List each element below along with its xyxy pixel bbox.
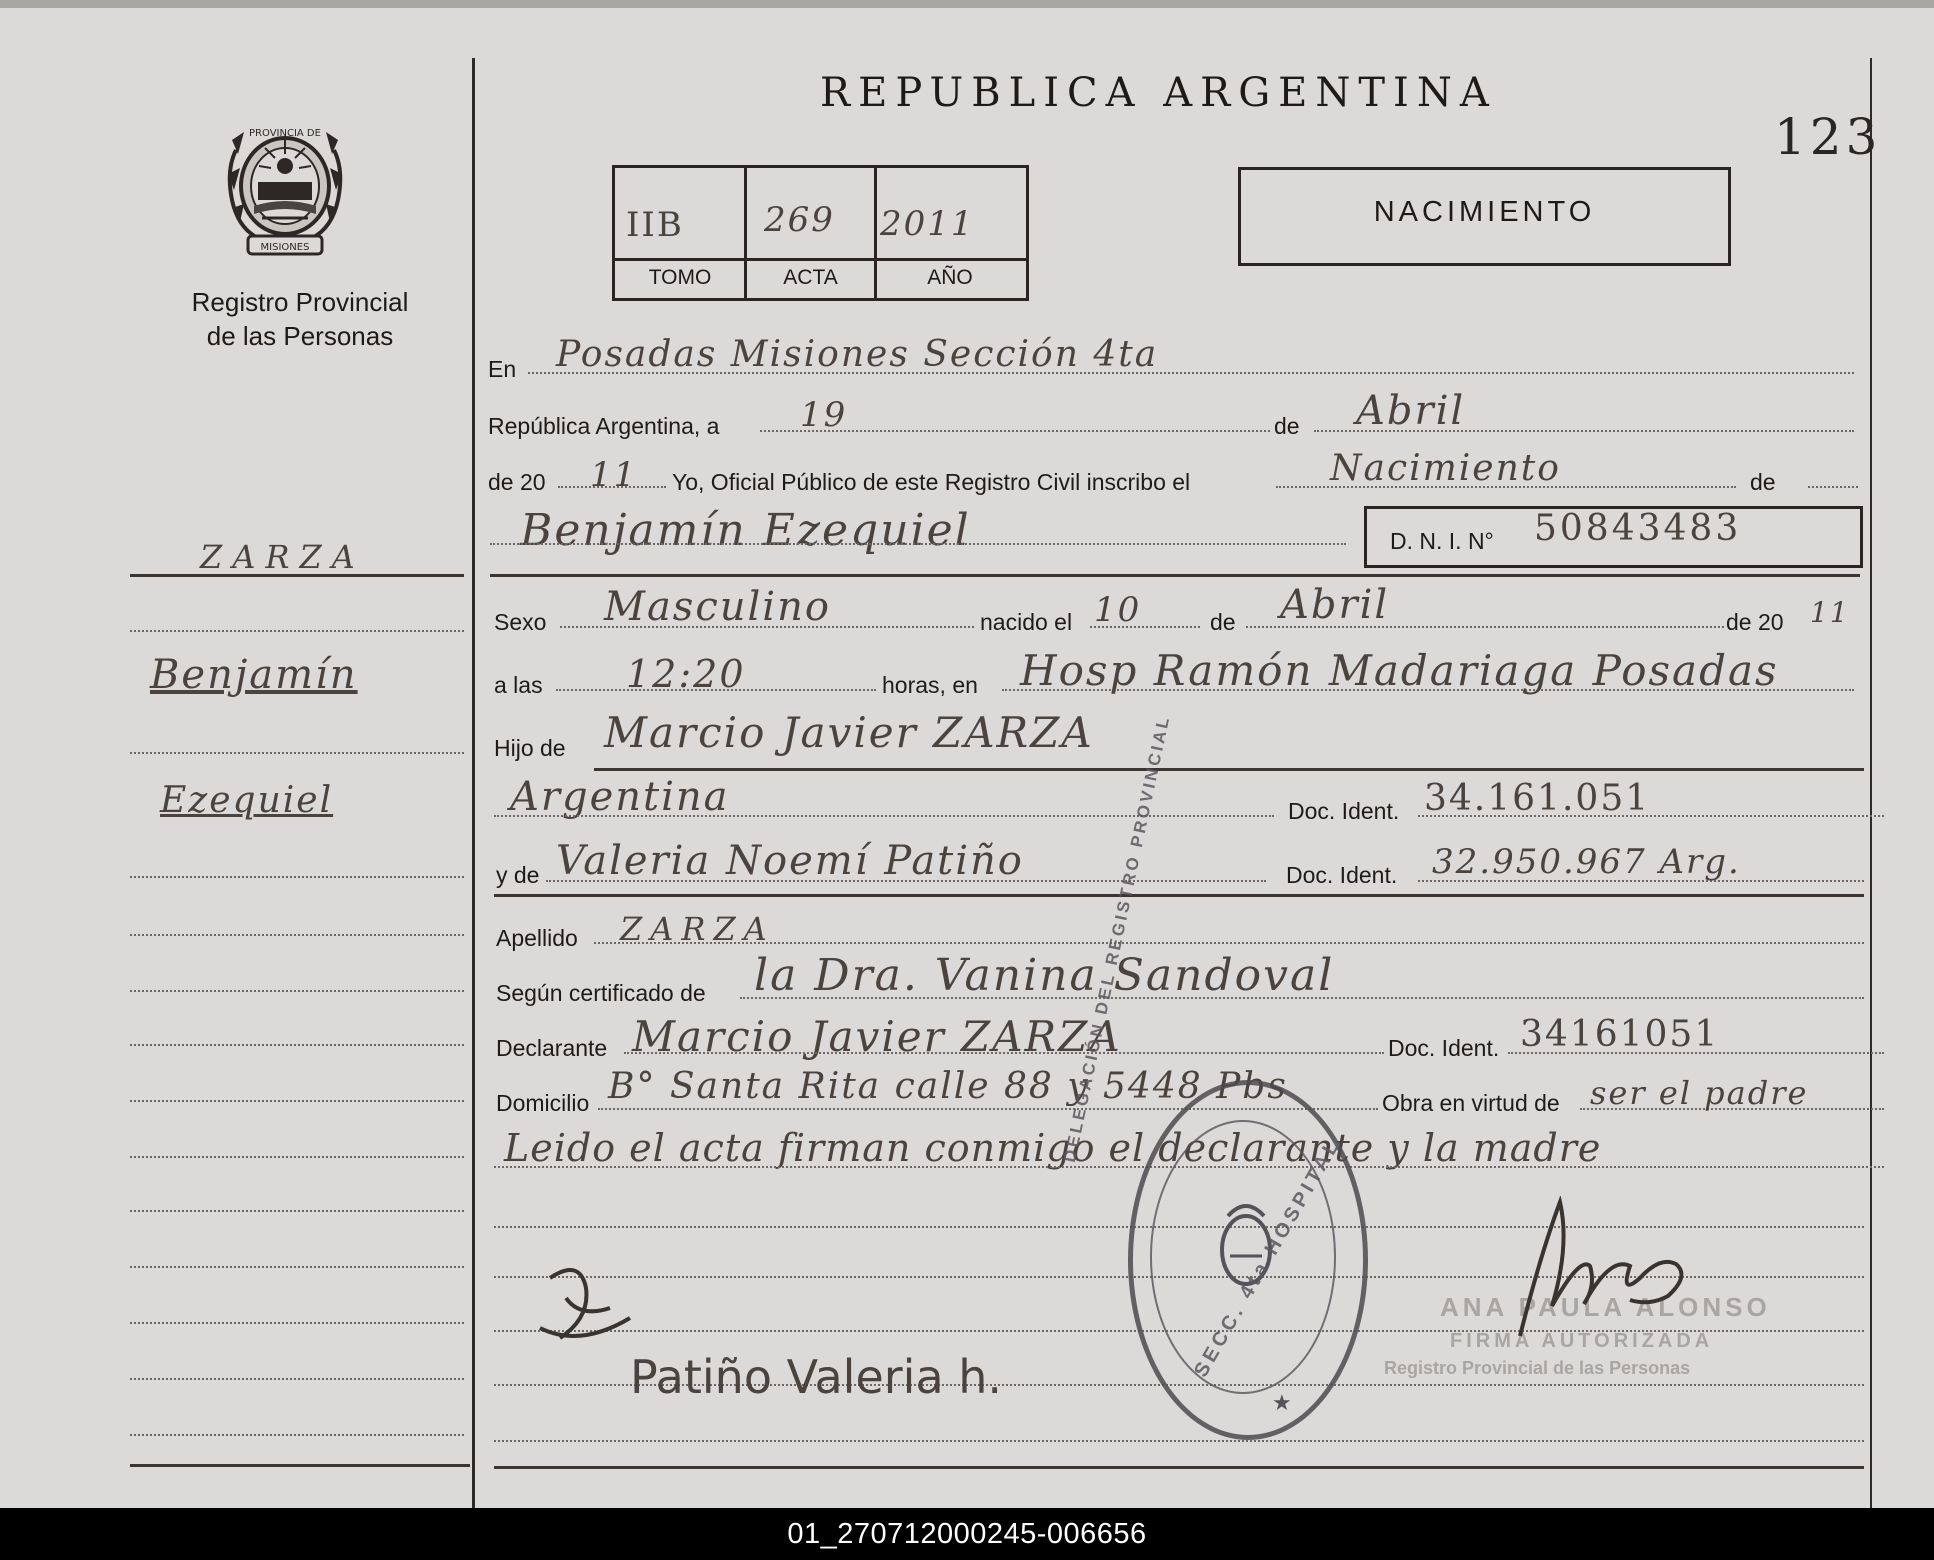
anio-value: 2011 (880, 204, 975, 244)
day-value: 19 (800, 395, 848, 435)
margin-line-13 (130, 1434, 464, 1436)
inscribo-value: Nacimiento (1330, 448, 1561, 489)
child-name-line (490, 543, 1346, 545)
year-prefix-label: de 20 (488, 469, 546, 495)
mother-doc-value: 32.950.967 Arg. (1432, 842, 1741, 882)
declarante-doc-value: 34161051 (1520, 1014, 1720, 1055)
yde-label: y de (496, 862, 540, 888)
page-number: 123 (1774, 108, 1882, 166)
nacido-label: nacido el (980, 609, 1073, 635)
en-value: Posadas Misiones Sección 4ta (556, 334, 1159, 375)
declarante-label: Declarante (496, 1035, 608, 1061)
mother-value: Valeria Noemí Patiño (556, 838, 1024, 884)
obra-label: Obra en virtud de (1382, 1090, 1560, 1116)
dni-label: D. N. I. N° (1390, 528, 1494, 554)
en-label: En (488, 356, 517, 382)
birth-year-value: 11 (1810, 596, 1850, 629)
month-value: Abril (1356, 388, 1466, 434)
hour-value: 12:20 (626, 652, 746, 696)
sexo-value: Masculino (604, 584, 831, 630)
de-label-3: de (1210, 609, 1236, 635)
agency-line-2: de las Personas (206, 321, 394, 351)
place-value: Hosp Ramón Madariaga Posadas (1020, 646, 1779, 695)
logo-bottom-text: MISIONES (260, 242, 310, 253)
margin-surname-line (130, 574, 464, 577)
margin-line-3 (130, 876, 464, 878)
margin-line-4 (130, 934, 464, 936)
hijo-label: Hijo de (494, 735, 566, 761)
left-column-divider (472, 58, 475, 1508)
margin-bottom-rule (130, 1464, 470, 1467)
acta-label: ACTA (783, 266, 838, 289)
margin-surname: ZARZA (200, 538, 365, 576)
bottom-rule-right (494, 1466, 1864, 1469)
sexo-label: Sexo (494, 609, 547, 635)
blank-line-5 (494, 1440, 1864, 1442)
father-nationality-value: Argentina (510, 774, 730, 820)
margin-line-8 (130, 1156, 464, 1158)
right-border (1870, 58, 1872, 1508)
year-value: 11 (590, 455, 638, 495)
father-nat-line (494, 815, 1274, 817)
domicilio-label: Domicilio (496, 1090, 590, 1116)
declarante-line (624, 1052, 1384, 1054)
leido-value: Leido el acta firman conmigo el declarante y la madre (504, 1126, 1602, 1170)
record-type-label: NACIMIENTO (1373, 196, 1596, 228)
father-value: Marcio Javier ZARZA (604, 708, 1094, 757)
margin-line-10 (130, 1266, 464, 1268)
father-line (594, 768, 1864, 771)
apellido-label: Apellido (496, 925, 578, 951)
apellido-line (594, 942, 1864, 944)
page-top-shadow (0, 0, 1934, 8)
birth-month-value: Abril (1280, 582, 1390, 628)
record-box-label-row-line (612, 258, 1026, 261)
father-doc-label: Doc. Ident. (1288, 798, 1400, 824)
father-doc-value: 34.161.051 (1424, 778, 1651, 819)
official-name-faded: ANA PAULA ALONSO (1440, 1292, 1771, 1322)
logo-top-text: PROVINCIA DE (249, 128, 321, 139)
margin-line-11 (130, 1322, 464, 1324)
de-line-2 (1808, 486, 1858, 488)
margin-first-name: Benjamín (150, 652, 358, 698)
anio-label: AÑO (927, 266, 973, 289)
official-agency-faded: Registro Provincial de las Personas (1384, 1358, 1691, 1378)
mother-signature: Patiño Valeria h. (630, 1350, 1003, 1404)
tomo-value: IIB (626, 205, 684, 245)
republica-label: República Argentina, a (488, 413, 720, 439)
declarante-value: Marcio Javier ZARZA (632, 1012, 1122, 1061)
acta-value: 269 (764, 200, 835, 240)
de20-label: de 20 (1726, 609, 1784, 635)
yo-label: Yo, Oficial Público de este Registro Civil inscribo el (672, 469, 1191, 495)
mother-rule (494, 894, 1864, 897)
apellido-value: ZARZA (620, 910, 775, 948)
margin-line-6 (130, 1044, 464, 1046)
mother-line (546, 880, 1266, 882)
stamp-star-icon: ★ (1272, 1390, 1292, 1415)
official-signature-icon (1500, 1196, 1730, 1346)
country-title: REPUBLICA ARGENTINA (820, 70, 1497, 116)
margin-line-9 (130, 1210, 464, 1212)
declarante-doc-label: Doc. Ident. (1388, 1035, 1500, 1061)
margin-line-5 (130, 990, 464, 992)
coat-of-arms-icon (218, 110, 352, 260)
tomo-label: TOMO (648, 266, 712, 289)
de-label-2: de (1750, 469, 1776, 495)
domicilio-value: B° Santa Rita calle 88 y 5448 Pbs (608, 1066, 1288, 1107)
dni-value: 50843483 (1534, 508, 1742, 549)
margin-second-name: Ezequiel (160, 780, 334, 821)
de-label-1: de (1274, 413, 1300, 439)
mother-doc-label: Doc. Ident. (1286, 862, 1398, 888)
agency-name (150, 285, 450, 353)
official-title-faded: FIRMA AUTORIZADA (1450, 1330, 1714, 1352)
margin-line-7 (130, 1100, 464, 1102)
horas-label: horas, en (882, 672, 978, 698)
margin-line-2 (130, 752, 464, 754)
agency-line-1: Registro Provincial (191, 287, 409, 317)
birth-day-value: 10 (1094, 590, 1142, 630)
segun-value: la Dra. Vanina Sandoval (754, 950, 1335, 1001)
child-name-value: Benjamín Ezequiel (520, 505, 971, 556)
section-rule-1 (490, 574, 1860, 577)
a-las-label: a las (494, 672, 543, 698)
segun-label: Según certificado de (496, 980, 706, 1006)
margin-line-1 (130, 630, 464, 632)
image-id-footer: 01_270712000245-006656 (0, 1508, 1934, 1560)
obra-value: ser el padre (1590, 1074, 1809, 1112)
stamp-inner-text: SECC. 4ta HOSPITAL (1190, 1133, 1346, 1381)
margin-line-12 (130, 1378, 464, 1380)
certificate-page: MISIONES PROVINCIA DE Registro Provincial de las Personas REPUBLICA ARGENTINA 123 IIB 269 2011 TOMO ACTA AÑO NACIMIENTO En Posadas Misiones Sección 4ta República Argentina, a 19 de Abril de 20 11 Yo, Oficial Público de este Registro Civil inscribo el Nacimiento de Benjamín Ezequiel D. N. I. N° 50843483 Sexo Masculino nacido el 10 de Abril de 20 11 a las 12:20 horas, en Hosp Ramón Madariaga Posadas Hijo de Marcio Javier ZARZA Argentina Doc. Ident. 34.161.051 y de Valeria Noemí Patiño Doc. Ident. 32.950.967 Arg. Apellido ZARZA Según certificado de la Dra. Vanina Sandoval Declarante Marcio Javier ZARZA Doc. Ident. 34161051 Domicilio B° Santa Rita calle 88 y 5448 Pbs Obra en virtud de ser el padre Leido el acta firman conmigo el declarante y la madre ZARZA Benjamín Ezequiel ANA PAULA ALONSO FIRMA AUTORIZADA Registro Provincial de las Personas Patiño Valeria h. DELEGACIÓN DEL REGISTRO PROVINCIAL SECC. 4ta HOSPITAL ★ (0, 0, 1934, 1508)
